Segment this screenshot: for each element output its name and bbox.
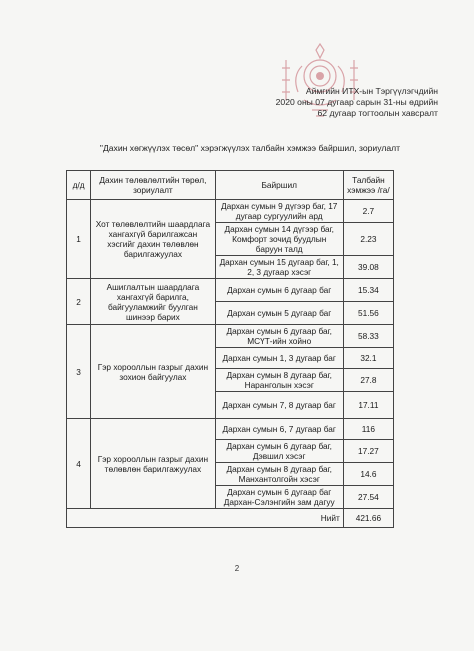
row-location: Дархан сумын 6, 7 дугаар баг xyxy=(215,419,343,440)
header-type: Дахин төлөвлөлтийн төрөл, зориулалт xyxy=(91,171,215,200)
row-area: 116 xyxy=(343,419,393,440)
group-type: Гэр хорооллын газрыг дахин зохион байгуулах xyxy=(91,325,215,419)
group-num: 4 xyxy=(67,419,91,509)
row-location: Дархан сумын 6 дугаар баг, МСҮТ-ийн хойно xyxy=(215,325,343,348)
header-line-1: Аймгийн ИТХ-ын Тэргүүлэгчдийн xyxy=(305,86,438,96)
group-type: Ашиглалтын шаардлага хангахгүй барилга, байгууламжийг буулган шинээр барих xyxy=(91,279,215,325)
header-line-2: 2020 оны 07 дугаар сарын 31-ны өдрийн xyxy=(275,97,438,107)
page-number: 2 xyxy=(234,564,240,573)
group-num: 1 xyxy=(67,200,91,279)
row-area: 32.1 xyxy=(343,348,393,369)
row-location: Дархан сумын 15 дугаар баг, 1, 2, 3 дугаар хэсэг xyxy=(215,256,343,279)
row-location: Дархан сумын 8 дугаар баг, Манхантолгойн хэсэг xyxy=(215,463,343,486)
row-area: 2.7 xyxy=(343,200,393,223)
row-area: 17.27 xyxy=(343,440,393,463)
row-area: 15.34 xyxy=(343,279,393,302)
table-row xyxy=(67,325,394,348)
document-title: "Дахин хөгжүүлэх төсөл" хэрэгжүүлэх талбайн хэмжээ байршил, зориулалт xyxy=(99,143,401,153)
project-area-table xyxy=(66,170,394,528)
table-row xyxy=(67,200,394,223)
row-location: Дархан сумын 6 дугаар баг xyxy=(215,279,343,302)
table-row xyxy=(67,419,394,440)
group-num: 2 xyxy=(67,279,91,325)
total-row xyxy=(67,509,394,528)
row-location: Дархан сумын 7, 8 дугаар баг xyxy=(215,392,343,419)
row-area: 58.33 xyxy=(343,325,393,348)
header-num: д/д xyxy=(67,171,91,200)
header-line-3: 62 дугаар тогтоолын хавсралт xyxy=(317,108,438,118)
table-header-row xyxy=(67,171,394,200)
row-area: 14.6 xyxy=(343,463,393,486)
row-area: 27.54 xyxy=(343,486,393,509)
total-label: Нийт xyxy=(67,509,344,528)
row-area: 17.11 xyxy=(343,392,393,419)
row-area: 39.08 xyxy=(343,256,393,279)
row-location: Дархан сумын 1, 3 дугаар баг xyxy=(215,348,343,369)
row-area: 51.56 xyxy=(343,302,393,325)
total-value: 421.66 xyxy=(343,509,393,528)
group-type: Гэр хорооллын газрыг дахин төлөвлөн барилгажуулах xyxy=(91,419,215,509)
header-area: Талбайн хэмжээ /га/ xyxy=(343,171,393,200)
row-location: Дархан сумын 6 дугаар баг, Дэвшил хэсэг xyxy=(215,440,343,463)
row-location: Дархан сумын 14 дүгээр баг, Комфорт зочид буудлын баруун талд xyxy=(215,223,343,256)
row-area: 27.8 xyxy=(343,369,393,392)
table-row xyxy=(67,279,394,302)
header-location: Байршил xyxy=(215,171,343,200)
row-location: Дархан сумын 6 дугаар баг Дархан-Сэлэнгийн зам дагуу xyxy=(215,486,343,509)
row-area: 2.23 xyxy=(343,223,393,256)
row-location: Дархан сумын 9 дүгээр баг, 17 дугаар сургуулийн ард xyxy=(215,200,343,223)
resolution-header xyxy=(218,86,438,119)
group-type: Хот төлөвлөлтийн шаардлага хангахгүй барилгажсан хэсгийг дахин төлөвлөн барилгажуулах xyxy=(91,200,215,279)
row-location: Дархан сумын 5 дугаар баг xyxy=(215,302,343,325)
group-num: 3 xyxy=(67,325,91,419)
row-location: Дархан сумын 8 дугаар баг, Наранголын хэсэг xyxy=(215,369,343,392)
